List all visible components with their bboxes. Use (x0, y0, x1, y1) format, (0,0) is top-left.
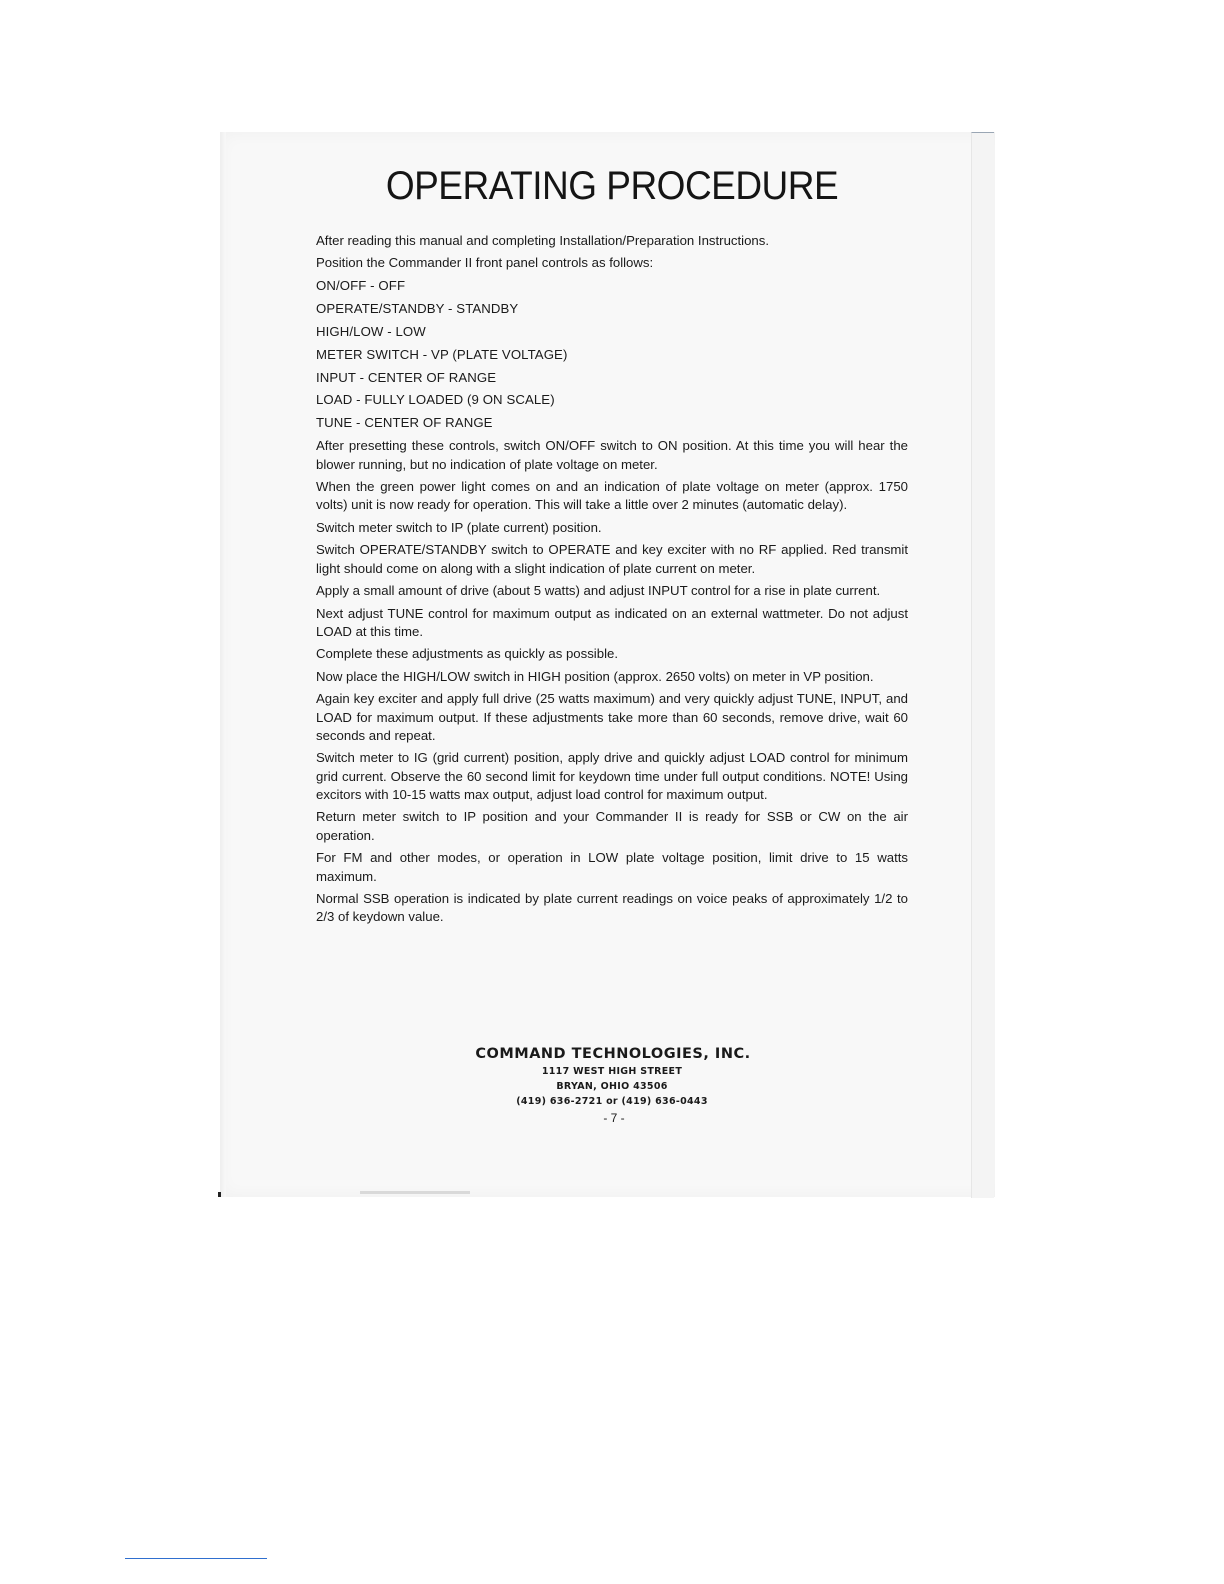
procedure-step: Switch meter switch to IP (plate current) position. (316, 519, 602, 535)
scan-left-edge (220, 132, 226, 1197)
control-setting: ON/OFF - OFF (316, 277, 406, 293)
procedure-step: Again key exciter and apply full drive (25 watts maximum) and very quickly adjust TUNE, INPUT, and LOAD for maximum output. If these adjustments take more than 60 seconds, remove drive, wait 60 seconds and repeat. (316, 691, 908, 743)
scan-smudge (360, 1191, 470, 1194)
procedure-step: Switch OPERATE/STANDBY switch to OPERATE and key exciter with no RF applied. Red transmit light should come on along with a slight indication of plate current on meter. (316, 542, 908, 576)
intro-paragraph: After reading this manual and completing Installation/Preparation Instructions. (316, 233, 770, 248)
procedure-body (316, 232, 908, 931)
procedure-step: Next adjust TUNE control for maximum output as indicated on an external wattmeter. Do not adjust LOAD at this time. (316, 605, 908, 639)
scan-speck (218, 1192, 221, 1197)
procedure-step: Normal SSB operation is indicated by plate current readings on voice peaks of approximately 1/2 to 2/3 of keydown value. (316, 890, 908, 925)
company-street: 1117 WEST HIGH STREET (541, 1066, 683, 1077)
page-number: - 7 - (603, 1111, 625, 1125)
company-city: BRYAN, OHIO 43506 (556, 1081, 668, 1092)
control-setting: TUNE - CENTER OF RANGE (316, 415, 493, 431)
procedure-step: Complete these adjustments as quickly as possible. (316, 646, 618, 662)
page-title: OPERATING PROCEDURE (385, 163, 839, 208)
control-setting: OPERATE/STANDBY - STANDBY (316, 300, 519, 316)
procedure-step: Return meter switch to IP position and your Commander II is ready for SSB or CW on the air operation. (316, 809, 908, 843)
bottom-link-underline (125, 1558, 267, 1559)
control-setting: LOAD - FULLY LOADED (9 ON SCALE) (316, 392, 555, 408)
procedure-step: After presetting these controls, switch ON/OFF switch to ON position. At this time you will hear the blower running, but no indication of plate voltage on meter. (316, 438, 908, 472)
control-setting: HIGH/LOW - LOW (316, 323, 426, 339)
procedure-step: Apply a small amount of drive (about 5 watts) and adjust INPUT control for a rise in plate current. (316, 583, 881, 599)
company-phone: (419) 636-2721 or (419) 636-0443 (516, 1096, 708, 1107)
intro-paragraph: Position the Commander II front panel controls as follows: (316, 255, 654, 271)
procedure-step: When the green power light comes on and an indication of plate voltage on meter (approx. 1750 volts) unit is now ready for operation. This will take a little over 2 minutes (automatic delay). (316, 478, 908, 513)
procedure-step: Switch meter to IG (grid current) position, apply drive and quickly adjust LOAD control for minimum grid current. Observe the 60 second limit for keydown time under full output conditions. NOTE! Using excitors with 10-15 watts max output, adjust load control for maximum output. (316, 750, 908, 802)
company-footer (0, 1044, 1224, 1127)
scan-right-edge (971, 132, 994, 1198)
company-name: COMMAND TECHNOLOGIES, INC. (475, 1046, 751, 1062)
control-setting: INPUT - CENTER OF RANGE (316, 369, 497, 385)
procedure-step: Now place the HIGH/LOW switch in HIGH position (approx. 2650 volts) on meter in VP position. (316, 668, 874, 684)
procedure-step: For FM and other modes, or operation in LOW plate voltage position, limit drive to 15 watts maximum. (316, 850, 908, 884)
control-setting: METER SWITCH - VP (PLATE VOLTAGE) (316, 346, 568, 362)
